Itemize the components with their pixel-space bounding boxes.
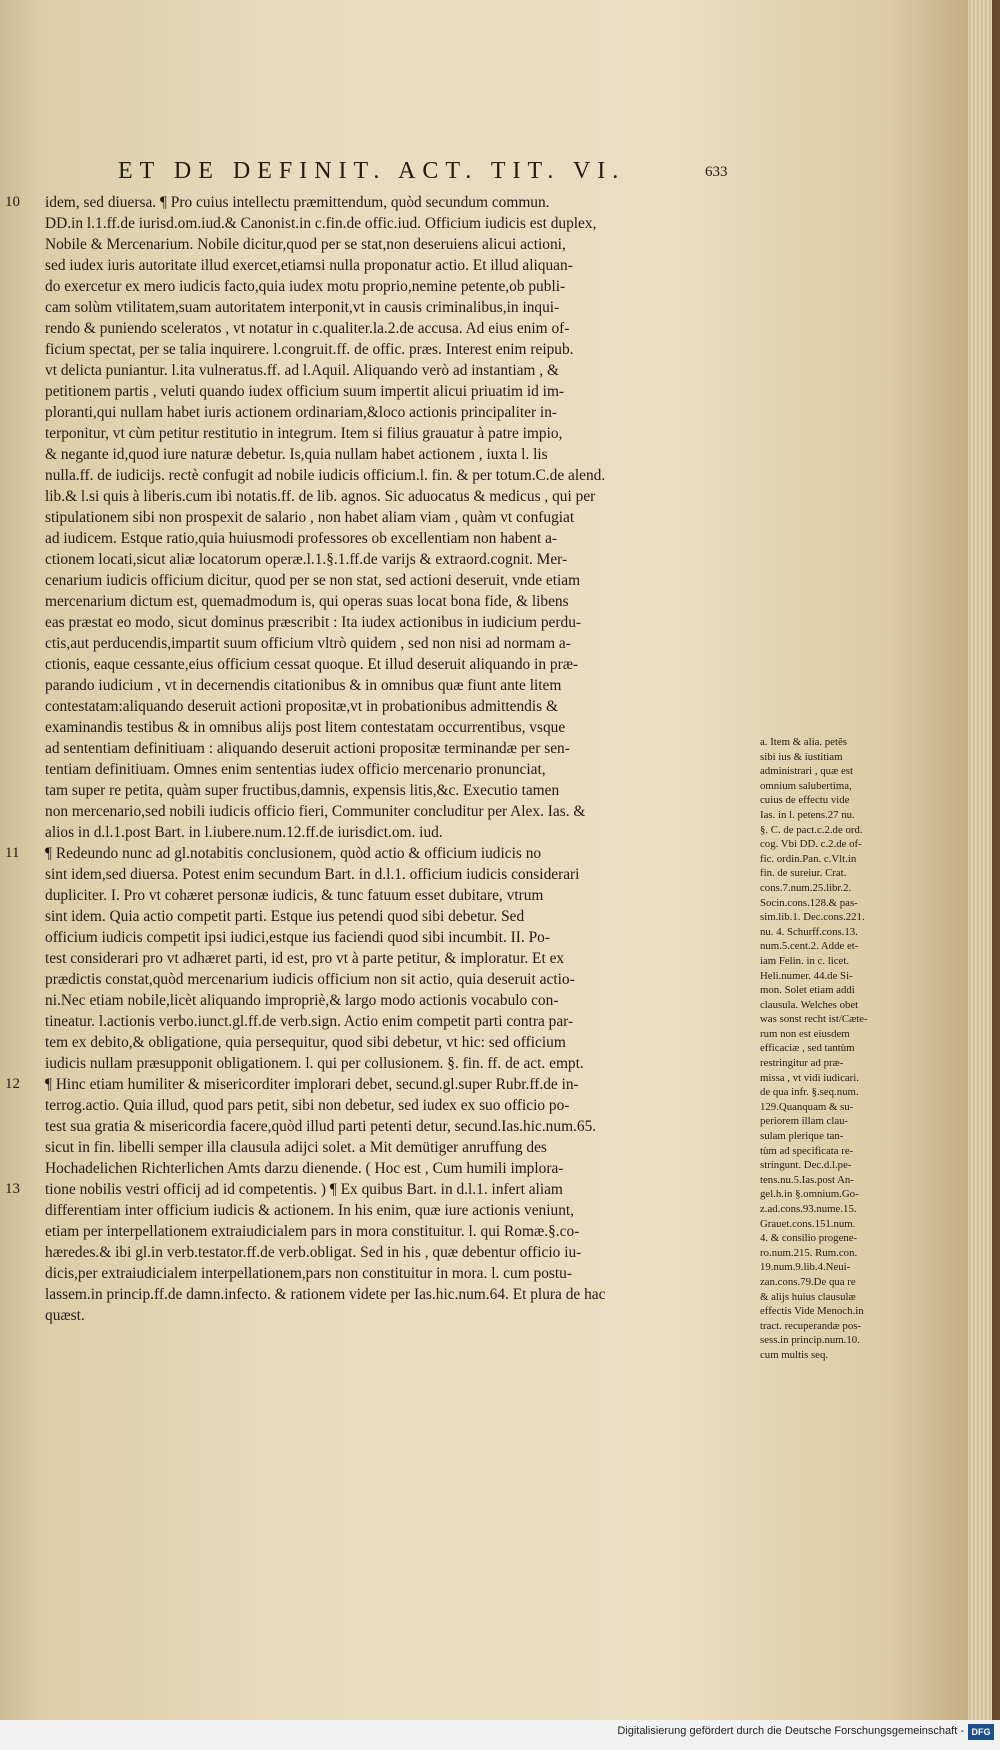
line-text: sint idem,sed diuersa. Potest enim secundum Bart. in d.l.1. officium iudicis considerari [45, 866, 580, 883]
line-text: alios in d.l.1.post Bart. in l.iubere.num.12.ff.de iurisdict.om. iud. [45, 824, 443, 841]
text-line [45, 885, 751, 906]
text-line [45, 465, 751, 486]
margin-note-line: Socin.cons.128.& pas- [760, 896, 858, 909]
line-text: petitionem partis , veluti quando iudex officium suum impertit alicui priuatim id im- [45, 383, 565, 400]
line-text: ficium spectat, per se talia inquirere. l.congruit.ff. de offic. præs. Interest enim reipub. [45, 341, 574, 358]
margin-note-line: fin. de sureiur. Crat. [760, 867, 847, 880]
margin-note-line: rum non est eiusdem [760, 1027, 850, 1040]
margin-note-line: ro.num.215. Rum.con. [760, 1246, 858, 1259]
line-text: terrog.actio. Quia illud, quod pars petit, sibi non debetur, sed iudex ex suo officio po- [45, 1097, 570, 1114]
margin-note-line: gel.h.in §.omnium.Go- [760, 1188, 859, 1201]
paragraph-number: 11 [5, 845, 20, 861]
line-text: tione nobilis vestri officij ad id competentis. ) ¶ Ex quibus Bart. in d.l.1. infert aliam [45, 1181, 563, 1198]
line-text: cam solùm vtilitatem,suam autoritatem interponit,vt in causis criminalibus,in inqui- [45, 299, 560, 316]
line-text: tineatur. l.actionis verbo.iunct.gl.ff.de verb.sign. Actio enim competit parti contra par- [45, 1013, 574, 1030]
line-text: ad sententiam definitiuam : aliquando deseruit actioni propositæ terminandæ per sen- [45, 740, 570, 757]
text-line [45, 318, 751, 339]
text-line [45, 1221, 751, 1242]
text-line [45, 696, 751, 717]
margin-note-line: missa , vt vidi iudicari. [760, 1071, 859, 1084]
margin-note-line: de qua infr. §.seq.num. [760, 1086, 859, 1099]
text-line [45, 570, 751, 591]
text-line [45, 1158, 751, 1179]
text-line [45, 339, 751, 360]
line-text: hæredes.& ibi gl.in verb.testator.ff.de verb.obligat. Sed in his , quæ debentur officio iu- [45, 1244, 582, 1261]
text-line [45, 234, 751, 255]
line-text: cenarium iudicis officium dicitur, quod per se non stat, sed actioni deseruit, vnde etiam [45, 572, 581, 589]
paragraph-number: 12 [5, 1076, 20, 1092]
line-text: contestatam:aliquando deseruit actioni propositæ,vt in probationibus admittendis & [45, 698, 558, 715]
text-line [45, 822, 751, 843]
margin-note-line: effectis Vide Menoch.in [760, 1305, 864, 1318]
text-line [45, 969, 751, 990]
margin-note-line: Heli.numer. 44.de Si- [760, 969, 853, 982]
line-text: & negante id,quod iure naturæ debetur. Is,quia nullam habet actionem , iuxta l. lis [45, 446, 548, 463]
marginal-note [760, 735, 900, 1363]
line-text: lib.& l.si quis à liberis.cum ibi notatis.ff. de lib. agnos. Sic aduocatus & medicus , qui per [45, 488, 596, 505]
line-text: idem, sed diuersa. ¶ Pro cuius intellectu præmittendum, quòd secundum commun. [45, 194, 550, 211]
text-line [45, 633, 751, 654]
margin-note-line: Grauet.cons.151.num. [760, 1217, 856, 1230]
line-text: tam super re petita, quàm super fructibus,damnis, expensis litis,&c. Executio tamen [45, 782, 560, 799]
text-line [45, 213, 751, 234]
margin-note-line: tract. recuperandæ pos- [760, 1319, 862, 1332]
line-text: terponitur, vt cùm petitur restitutio in integrum. Item si filius grauatur à patre impio, [45, 425, 563, 442]
text-line [45, 1032, 751, 1053]
margin-note-line: clausula. Welches obet [760, 998, 859, 1011]
text-line [45, 1242, 751, 1263]
line-text: stipulationem sibi non prospexit de salario , non habet aliam viam , quàm vt confugiat [45, 509, 575, 526]
line-text: officium iudicis competit ipsi iudici,estque ius faciendi quod sibi incumbit. II. Po- [45, 929, 550, 946]
text-line [45, 591, 751, 612]
line-text: ¶ Hinc etiam humiliter & misericorditer implorari debet, secund.gl.super Rubr.ff.de in- [45, 1076, 579, 1093]
text-line [45, 381, 751, 402]
margin-note-line: §. C. de pact.c.2.de ord. [760, 823, 863, 836]
line-text: sint idem. Quia actio competit parti. Estque ius petendi quod sibi debetur. Sed [45, 908, 525, 925]
margin-note-line: zan.cons.79.De qua re [760, 1275, 856, 1288]
margin-note-line: stringunt. Dec.d.l.pe- [760, 1159, 852, 1172]
line-text: etiam per interpellationem extraiudicialem pars in mora constituitur. l. qui Romæ.§.co- [45, 1223, 580, 1240]
line-text: ctionem locati,sicut aliæ locatorum operæ.l.1.§.1.ff.de varijs & extraord.cognit. Mer- [45, 551, 568, 568]
margin-note-line: sim.lib.1. Dec.cons.221. [760, 911, 865, 924]
dfg-logo: DFG [968, 1724, 994, 1740]
text-line [45, 402, 751, 423]
line-text: test sua gratia & misericordia facere,quòd illud parti petenti detur, secund.Ias.hic.num.65. [45, 1118, 597, 1135]
paragraph-number: 10 [5, 194, 20, 210]
text-line [45, 486, 751, 507]
text-line [45, 1095, 751, 1116]
text-line [5, 843, 751, 864]
text-line [5, 1179, 751, 1200]
page-number: 633 [705, 164, 728, 180]
text-line [45, 1263, 751, 1284]
line-text: sed iudex iuris autoritate illud exercet,etiamsi nulla proponatur actio. Et illud aliquan- [45, 257, 573, 274]
margin-note-line: fic. ordin.Pan. c.Vlt.in [760, 852, 857, 865]
line-text: DD.in l.1.ff.de iurisd.om.iud.& Canonist.in c.fin.de offic.iud. Officium iudicis est duplex, [45, 215, 597, 232]
line-text: lassem.in princip.ff.de damn.infecto. & rationem videte per Ias.hic.num.64. Et plura de hac [45, 1286, 606, 1303]
line-text: parando iudicium , vt in decernendis citationibus & in omnibus quæ fiunt ante litem [45, 677, 562, 694]
line-text: ctis,aut perducendis,impartit suum officium vltrò quidem , sed non nisi ad normam a- [45, 635, 571, 652]
line-text: Hochadelichen Richterlichen Amts darzu dienende. ( Hoc est , Cum humili implora- [45, 1160, 564, 1177]
margin-note-line: nu. 4. Schurff.cons.13. [760, 925, 858, 938]
text-line [45, 1053, 751, 1074]
margin-note-line: omnium salubertima, [760, 779, 852, 792]
digitization-credit: Digitalisierung gefördert durch die Deutsche Forschungsgemeinschaft - [617, 1725, 964, 1737]
line-text: test considerari pro vt adhæret parti, id est, pro vt à parte petitur, & imploratur. Et ex [45, 950, 565, 967]
margin-note-line: tens.nu.5.Ias.post An- [760, 1173, 854, 1186]
text-line [45, 549, 751, 570]
text-line [45, 423, 751, 444]
margin-note-line: restringitur ad præ- [760, 1057, 844, 1070]
line-text: ctionis, eaque cessante,eius officium cessat quoque. Et illud deseruit aliquando in præ- [45, 656, 579, 673]
line-text: tentiam definitiuam. Omnes enim sententias iudex officio mercenario pronunciat, [45, 761, 546, 778]
line-text: ¶ Redeundo nunc ad gl.notabitis conclusionem, quòd actio & officium iudicis no [45, 845, 542, 862]
margin-note-line: & alijs huius clausulæ [760, 1290, 856, 1303]
margin-note-line: sibi ius & iustitiam [760, 750, 843, 763]
line-text: ad iudicem. Estque ratio,quia huiusmodi professores ob excellentiam non habent a- [45, 530, 558, 547]
text-line [45, 675, 751, 696]
text-line [45, 1305, 751, 1326]
line-text: tem ex debito,& obligatione, quia persequitur, quod sibi debetur, vt hic: sed officium [45, 1034, 566, 1051]
text-line [45, 990, 751, 1011]
text-line [5, 1074, 751, 1095]
line-text: Nobile & Mercenarium. Nobile dicitur,quod per se stat,non deseruiens alicui actioni, [45, 236, 566, 253]
margin-note-line: a. Item & alia. petẽs [760, 736, 847, 748]
line-text: do exercetur ex mero iudicis facto,quia iudex motu proprio,nemine petente,ob publi- [45, 278, 566, 295]
line-text: ni.Nec etiam nobile,licèt aliquando impropriè,& largo modo actionis vocabulo con- [45, 992, 559, 1009]
margin-note-line: sulam plerique tan- [760, 1130, 844, 1143]
text-line [45, 780, 751, 801]
margin-note-line: administrari , quæ est [760, 765, 853, 778]
text-line [45, 360, 751, 381]
line-text: quæst. [45, 1307, 85, 1324]
line-text: dicis,per extraiudicialem interpellationem,pars non constituitur in mora. l. cum postu- [45, 1265, 572, 1282]
margin-note-line: periorem illam clau- [760, 1115, 849, 1128]
text-line [45, 1116, 751, 1137]
margin-note-line: cog. Vbi DD. c.2.de of- [760, 838, 862, 851]
margin-note-line: Ias. in l. petens.27 nu. [760, 808, 855, 821]
main-text-column [5, 192, 751, 1326]
text-line [45, 612, 751, 633]
margin-note-line: cuius de effectu vide [760, 794, 850, 807]
line-text: sicut in fin. libelli semper illa clausula adijci solet. a Mit demütiger anruffung des [45, 1139, 547, 1156]
running-head: ET DE DEFINIT. ACT. TIT. VI. [118, 158, 626, 184]
text-line [45, 864, 751, 885]
line-text: prædictis constat,quòd mercenarium iudicis officium non sit actio, quia deseruit actio- [45, 971, 575, 988]
text-line [45, 738, 751, 759]
text-line [45, 1284, 751, 1305]
text-line [45, 759, 751, 780]
text-line [5, 192, 751, 213]
margin-note-line: cons.7.num.25.libr.2. [760, 881, 852, 894]
line-text: examinandis testibus & in omnibus alijs post litem contestatam occurrentibus, vsque [45, 719, 566, 736]
page-edges [968, 0, 992, 1720]
line-text: eas præstat eo modo, sicut dominus præscribit : Ita iudex actionibus in iudicium perdu- [45, 614, 582, 631]
text-line [45, 255, 751, 276]
margin-note-line: 19.num.9.lib.4.Neui- [760, 1261, 851, 1274]
text-line [45, 528, 751, 549]
text-line [45, 297, 751, 318]
text-line [45, 276, 751, 297]
margin-note-line: 4. & consilio progene- [760, 1232, 858, 1245]
margin-note-line: sess.in princip.num.10. [760, 1334, 860, 1347]
paragraph-number: 13 [5, 1181, 20, 1197]
text-line [45, 444, 751, 465]
margin-note-line: iam Felin. in c. licet. [760, 954, 850, 967]
line-text: mercenarium dictum est, quemadmodum is, qui operas suas locat bona fide, & libens [45, 593, 569, 610]
line-text: dupliciter. I. Pro vt cohæret personæ iudicis, & tunc fatuum esset dubitare, vtrum [45, 887, 544, 904]
line-text: ploranti,qui nullam habet iuris actionem ordinariam,&loco actionis principaliter in- [45, 404, 558, 421]
text-line [45, 654, 751, 675]
margin-note-line: efficaciæ , sed tantùm [760, 1042, 855, 1055]
text-line [45, 1011, 751, 1032]
text-line [45, 1137, 751, 1158]
margin-note-line: 129.Quanquam & su- [760, 1100, 854, 1113]
line-text: non mercenario,sed nobili iudicis officio fieri, Communiter concluditur per Alex. Ias. & [45, 803, 586, 820]
margin-note-line: num.5.cent.2. Adde et- [760, 940, 859, 953]
text-line [45, 1200, 751, 1221]
margin-note-line: cum multis seq. [760, 1348, 829, 1361]
text-line [45, 507, 751, 528]
text-line [45, 906, 751, 927]
margin-note-line: tùm ad specificata re- [760, 1144, 854, 1157]
text-line [45, 948, 751, 969]
line-text: nulla.ff. de iudicijs. rectè confugit ad nobile iudicis officium.l. fin. & per totum.C.de alend. [45, 467, 606, 484]
line-text: rendo & puniendo sceleratos , vt notatur in c.qualiter.la.2.de accusa. Ad eius enim of- [45, 320, 570, 337]
margin-note-line: mon. Solet etiam addi [760, 984, 855, 997]
margin-note-line: was sonst recht ist/Cæte- [760, 1013, 868, 1026]
line-text: differentiam inter officium iudicis & actionem. In his enim, quæ iure actionis veniunt, [45, 1202, 575, 1219]
margin-note-line: z.ad.cons.93.nume.15. [760, 1203, 857, 1215]
text-line [45, 717, 751, 738]
line-text: iudicis nullam præsupponit obligationem. l. qui per collusionem. §. fin. ff. de act. empt. [45, 1055, 584, 1072]
line-text: vt delicta puniantur. l.ita vulneratus.ff. ad l.Aquil. Aliquando verò ad instantiam , & [45, 362, 559, 379]
text-line [45, 927, 751, 948]
text-line [45, 801, 751, 822]
